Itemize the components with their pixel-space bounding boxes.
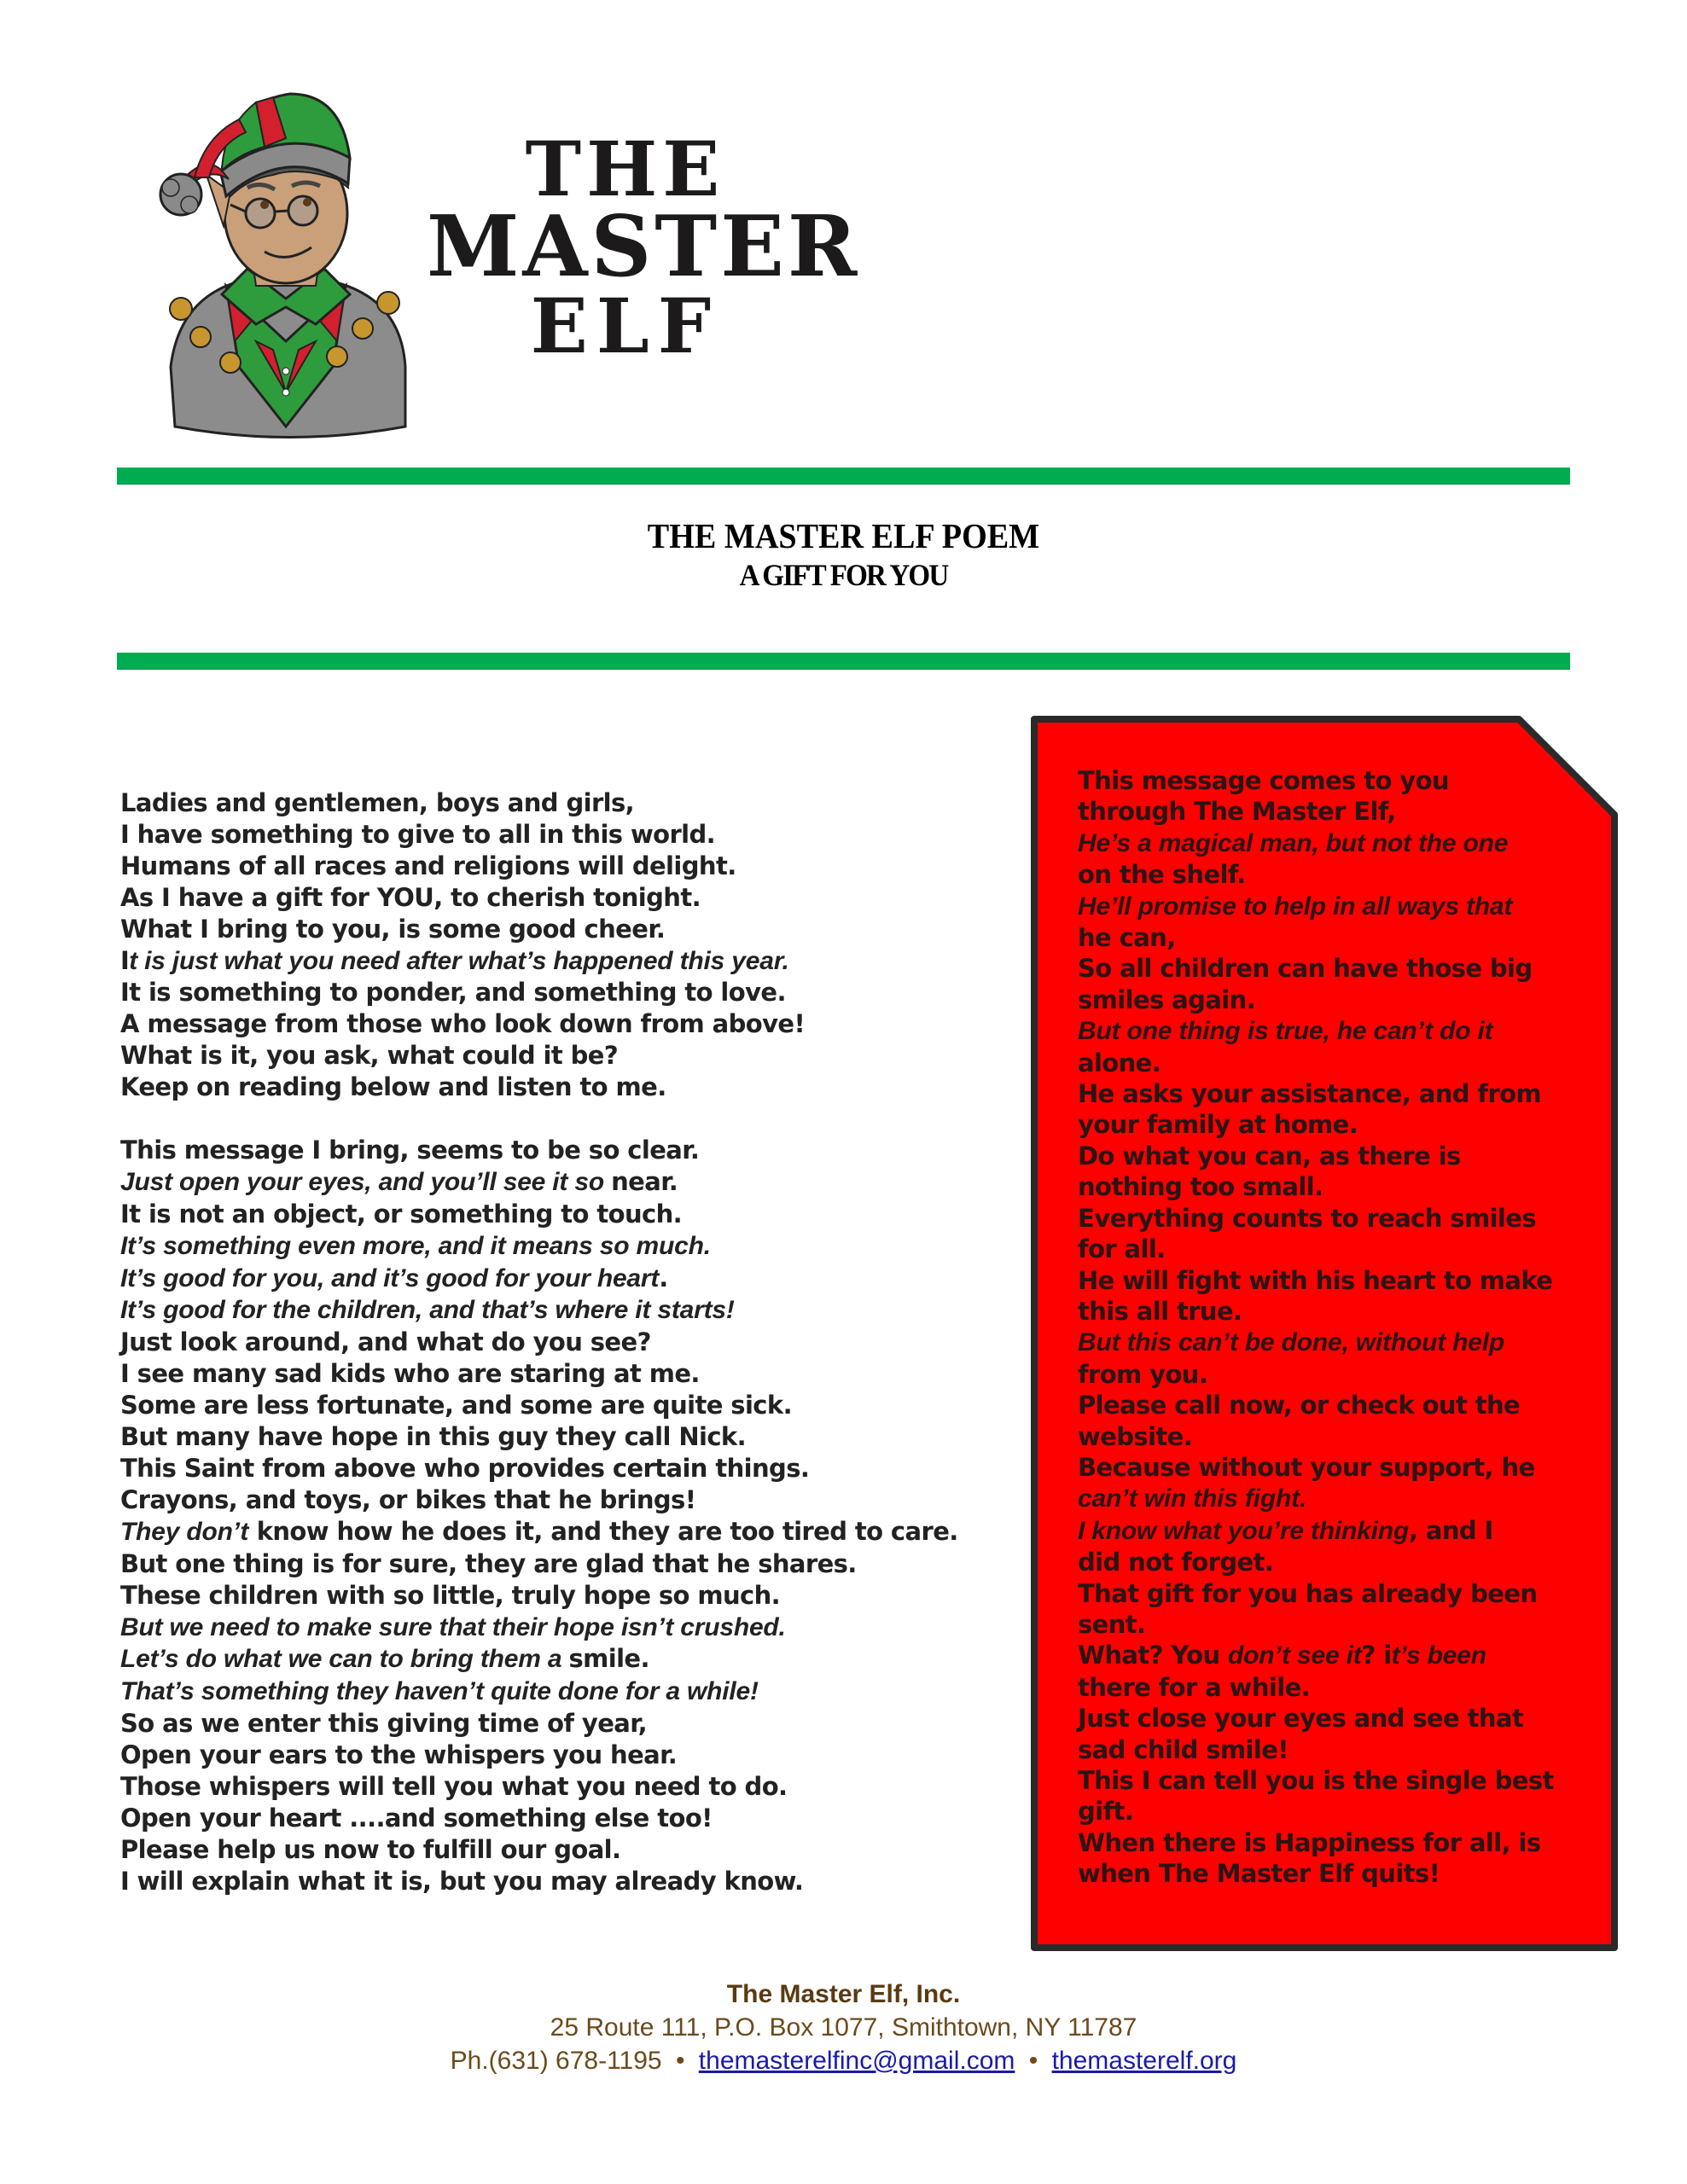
text: website. <box>1078 1421 1193 1451</box>
text-line <box>1078 1578 1598 1609</box>
text-line <box>1078 1547 1598 1577</box>
text-line <box>120 1008 1008 1040</box>
text-line <box>120 1643 1008 1676</box>
text-line <box>1078 1234 1598 1264</box>
text-line <box>120 1230 1008 1263</box>
text: Please help us now to fulfill our goal. <box>120 1834 621 1864</box>
text-line <box>1078 796 1598 827</box>
text-line <box>1078 1765 1598 1796</box>
text-line <box>1078 1048 1598 1078</box>
text: Ladies and gentlemen, boys and girls, <box>120 788 635 817</box>
footer-address: 25 Route 111, P.O. Box 1077, Smithtown, NY 11787 <box>550 2013 1137 2042</box>
text-line <box>1078 922 1598 953</box>
italic-text: It’s something even more, and it means so much. <box>120 1231 711 1260</box>
text-line <box>120 1676 1008 1708</box>
text: What I bring to you, is some good cheer. <box>120 914 666 944</box>
page-subtitle: A GIFT FOR YOU <box>739 558 948 592</box>
text-line <box>120 1484 1008 1516</box>
logo-line-1: THE <box>525 125 725 213</box>
italic-text: He’ll promise to help in all ways that <box>1078 892 1513 921</box>
text: He will fight with his heart to make <box>1078 1265 1553 1295</box>
green-divider-bottom <box>117 653 1570 670</box>
text: Do what you can, as there is <box>1078 1141 1461 1170</box>
stanza-gap <box>120 1103 1008 1135</box>
text-line <box>120 1548 1008 1580</box>
text-line <box>1078 1703 1598 1734</box>
text: What is it, you ask, what could it be? <box>120 1041 619 1071</box>
text: . <box>659 1263 668 1292</box>
text-line <box>1078 1827 1598 1858</box>
text-line <box>120 882 1008 914</box>
text-line <box>1078 1858 1598 1889</box>
text-line <box>120 1453 1008 1484</box>
text: Just look around, and what do you see? <box>120 1327 651 1357</box>
text: did not forget. <box>1078 1548 1274 1577</box>
text-line <box>120 1166 1008 1199</box>
logo-wordmark <box>427 125 861 370</box>
text: I see many sad kids who are staring at me. <box>120 1359 700 1389</box>
text-line <box>120 1072 1008 1103</box>
text-line <box>1078 765 1598 796</box>
text: But one thing is for sure, they are glad that he shares. <box>120 1548 857 1578</box>
italic-text: Let’s do what we can to bring them a <box>120 1645 569 1674</box>
text-line <box>120 787 1008 819</box>
text-line <box>120 1516 1008 1548</box>
text: I <box>120 945 130 975</box>
italic-text: It’s good for you, and it’s good for your heart <box>120 1263 660 1292</box>
text: Crayons, and toys, or bikes that he brings! <box>120 1484 696 1514</box>
text: Open your ears to the whispers you hear. <box>120 1740 678 1770</box>
text-line <box>120 1612 1008 1644</box>
text-line <box>1078 1265 1598 1296</box>
text-line <box>1078 1203 1598 1234</box>
text: smile. <box>568 1644 649 1674</box>
text-line <box>1078 891 1598 922</box>
logo-line-2: MASTER <box>427 198 861 296</box>
text-line <box>120 914 1008 945</box>
italic-text: That’s something they haven’t quite done for a while! <box>120 1677 759 1706</box>
text: A message from those who look down from above! <box>120 1009 806 1039</box>
text: What? You <box>1078 1641 1228 1670</box>
text-line <box>1078 1796 1598 1827</box>
text-line <box>120 1580 1008 1612</box>
italic-text: It’s good for the children, and that’s where it starts! <box>120 1296 735 1325</box>
text-line <box>1078 1171 1598 1202</box>
logo-line-3: ELF <box>530 282 720 370</box>
text-line <box>1078 1359 1598 1390</box>
text-line <box>120 1803 1008 1834</box>
text: sent. <box>1078 1609 1146 1639</box>
italic-text: But we need to make sure that their hope isn’t crushed. <box>120 1612 786 1641</box>
text: gift. <box>1078 1797 1134 1827</box>
text: on the shelf. <box>1078 860 1246 890</box>
text: These children with so little, truly hope so much. <box>120 1580 781 1610</box>
title-block <box>117 515 1570 594</box>
italic-text: He’s a magical man, but not the one <box>1078 828 1509 857</box>
text: He asks your assistance, and from <box>1078 1079 1542 1109</box>
text: ? i <box>1361 1641 1392 1670</box>
text-line <box>1078 953 1598 984</box>
text: That gift for you has already been <box>1078 1578 1538 1608</box>
text-line <box>1078 1672 1598 1703</box>
text: It is not an object, or something to touch. <box>120 1199 683 1228</box>
bullet-separator: • <box>1028 2047 1038 2075</box>
text: So as we enter this giving time of year, <box>120 1709 648 1739</box>
text-line <box>120 1327 1008 1358</box>
text-line <box>120 819 1008 851</box>
text: smiles again. <box>1078 985 1256 1014</box>
footer <box>0 1978 1687 2078</box>
text: This message I bring, seems to be so clear. <box>120 1135 700 1165</box>
text-line <box>120 1294 1008 1327</box>
italic-text: I know what you’re thinking <box>1078 1516 1409 1545</box>
text-line <box>1078 1640 1598 1671</box>
text: , and I <box>1408 1515 1493 1545</box>
text: your family at home. <box>1078 1110 1358 1140</box>
callout-box <box>1024 712 1618 1954</box>
italic-text: But this can’t be done, without help <box>1078 1328 1504 1357</box>
text-line <box>1078 1015 1598 1047</box>
text: from you. <box>1078 1359 1208 1389</box>
text-line <box>120 1135 1008 1166</box>
poem-stanza-1 <box>120 787 1008 1103</box>
callout-text <box>1078 765 1598 1890</box>
text-line <box>1078 1141 1598 1171</box>
italic-text: Just open your eyes, and you’ll see it so <box>120 1167 612 1196</box>
footer-phone: Ph.(631) 678-1195 <box>450 2047 662 2075</box>
logo <box>145 85 861 444</box>
footer-contact <box>0 2044 1687 2078</box>
text-line <box>120 1358 1008 1390</box>
text: When there is Happiness for all, is <box>1078 1827 1541 1857</box>
text: Open your heart ....and something else too! <box>120 1803 713 1833</box>
text: Humans of all races and religions will delight. <box>120 851 736 880</box>
text-line <box>120 1421 1008 1453</box>
text-line <box>1078 1390 1598 1420</box>
text-line <box>120 1708 1008 1740</box>
text: I have something to give to all in this world. <box>120 819 716 849</box>
footer-org-name: The Master Elf, Inc. <box>726 1980 961 2008</box>
elf-mascot-image <box>145 85 427 444</box>
text-line <box>120 1040 1008 1072</box>
text: So all children can have those big <box>1078 954 1533 984</box>
text: As I have a gift for YOU, to cherish tonight. <box>120 882 701 912</box>
text-line <box>1078 828 1598 859</box>
italic-text: They don’t <box>120 1517 249 1546</box>
text: when The Master Elf quits! <box>1078 1859 1440 1889</box>
text-line <box>120 1199 1008 1230</box>
text-line <box>120 1390 1008 1421</box>
text: through The Master Elf, <box>1078 797 1396 827</box>
text: nothing too small. <box>1078 1172 1323 1202</box>
italic-text: don’t see it <box>1228 1641 1362 1670</box>
text: This message comes to you <box>1078 766 1449 795</box>
text-line <box>120 1740 1008 1771</box>
text: Please call now, or check out the <box>1078 1391 1521 1420</box>
text-line <box>1078 1609 1598 1640</box>
text: there for a while. <box>1078 1672 1311 1702</box>
text-line <box>1078 859 1598 890</box>
italic-text: can’t win this fight. <box>1078 1484 1306 1513</box>
text-line <box>120 977 1008 1008</box>
page-title: THE MASTER ELF POEM <box>647 516 1040 555</box>
text: Some are less fortunate, and some are quite sick. <box>120 1391 793 1420</box>
text: he can, <box>1078 923 1176 953</box>
text-line <box>1078 1421 1598 1452</box>
text-line <box>120 1866 1008 1897</box>
text: But many have hope in this guy they call Nick. <box>120 1422 747 1452</box>
bullet-separator: • <box>675 2047 685 2075</box>
text-line <box>1078 1109 1598 1140</box>
text: Just close your eyes and see that <box>1078 1704 1524 1734</box>
text-line <box>120 945 1008 978</box>
text: for all. <box>1078 1234 1166 1264</box>
text-line <box>1078 985 1598 1015</box>
italic-text: But one thing is true, he can’t do it <box>1078 1017 1493 1046</box>
text: alone. <box>1078 1048 1161 1077</box>
text-line <box>1078 1483 1598 1514</box>
text-line <box>120 1771 1008 1803</box>
text-line <box>1078 1296 1598 1327</box>
footer-website-link[interactable]: themasterelf.org <box>1051 2047 1237 2075</box>
text-line <box>1078 1327 1598 1358</box>
text-line <box>1078 1452 1598 1483</box>
text: This I can tell you is the single best <box>1078 1766 1554 1795</box>
text-line <box>1078 1078 1598 1109</box>
text: It is something to ponder, and something to love. <box>120 978 786 1008</box>
text-line <box>120 1834 1008 1866</box>
text: Keep on reading below and listen to me. <box>120 1072 666 1102</box>
text: I will explain what it is, but you may already know. <box>120 1866 804 1896</box>
text-line <box>1078 1515 1598 1547</box>
text-line <box>120 851 1008 882</box>
poem-body <box>120 787 1008 1897</box>
text: This Saint from above who provides certain things. <box>120 1454 810 1484</box>
poem-stanza-2 <box>120 1135 1008 1897</box>
italic-text: t’s been <box>1391 1641 1486 1670</box>
text-line <box>1078 1734 1598 1765</box>
text: know how he does it, and they are too tired to care. <box>248 1516 958 1546</box>
text: this all true. <box>1078 1296 1242 1326</box>
italic-text: t is just what you need after what’s happened this year. <box>129 946 789 975</box>
text: sad child smile! <box>1078 1734 1289 1764</box>
text: Because without your support, he <box>1078 1452 1535 1482</box>
footer-email-link[interactable]: themasterelfinc@gmail.com <box>698 2047 1015 2075</box>
text-line <box>120 1263 1008 1295</box>
green-divider-top <box>117 468 1570 485</box>
text: near. <box>611 1166 678 1196</box>
text: Everything counts to reach smiles <box>1078 1203 1537 1233</box>
text: Those whispers will tell you what you need to do. <box>120 1772 788 1802</box>
